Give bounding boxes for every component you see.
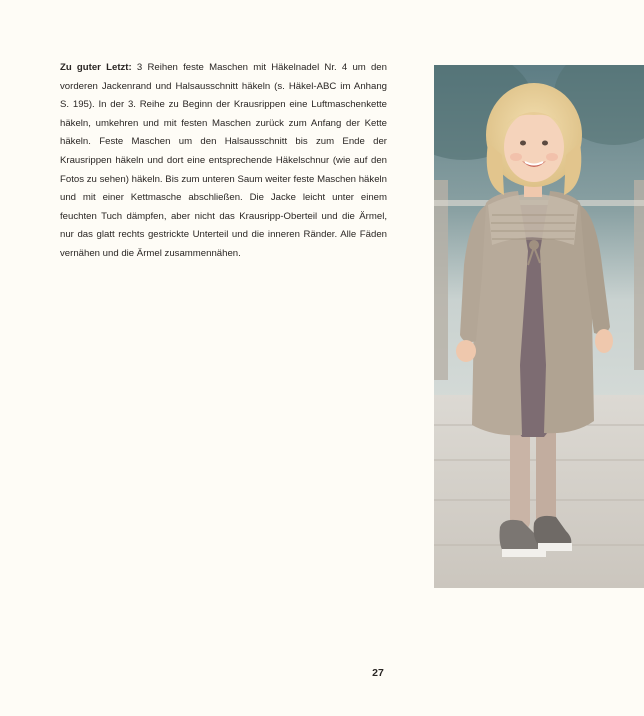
child-in-cardigan-illustration [434,65,644,588]
instructions-paragraph [60,59,387,264]
instructions-text: 3 Reihen feste Maschen mit Häkelnadel Nr. 4 um den vorderen Jackenrand und Halsausschnitt häkeln (s. Häkel-ABC im Anhang S. 195). In der 3. Reihe zu Beginn der Krausrippen eine Luftmaschenkette häkeln, umkehren und mit festen Maschen zurück zum Anfang der Kette häkeln. Feste Maschen um den Halsausschnitt bis zum Ende der Krausrippen häkeln und dort eine entsprechende Häkelschnur (wie auf den Fotos zu sehen) häkeln. Bis zum unteren Saum weiter feste Maschen häkeln und mit einer Kettmasche abschließen. Die Jacke leicht unter einem feuchten Tuch dämpfen, aber nicht das Krausripp-Oberteil und die Ärmel, nur das glatt rechts gestrickte Unterteil und die inneren Ränder. Alle Fäden vernähen und die Ärmel zusammennähen. [60,62,387,259]
section-lead: Zu guter Letzt: [60,62,132,73]
page-number: 27 [372,667,384,679]
product-photo [434,65,644,588]
